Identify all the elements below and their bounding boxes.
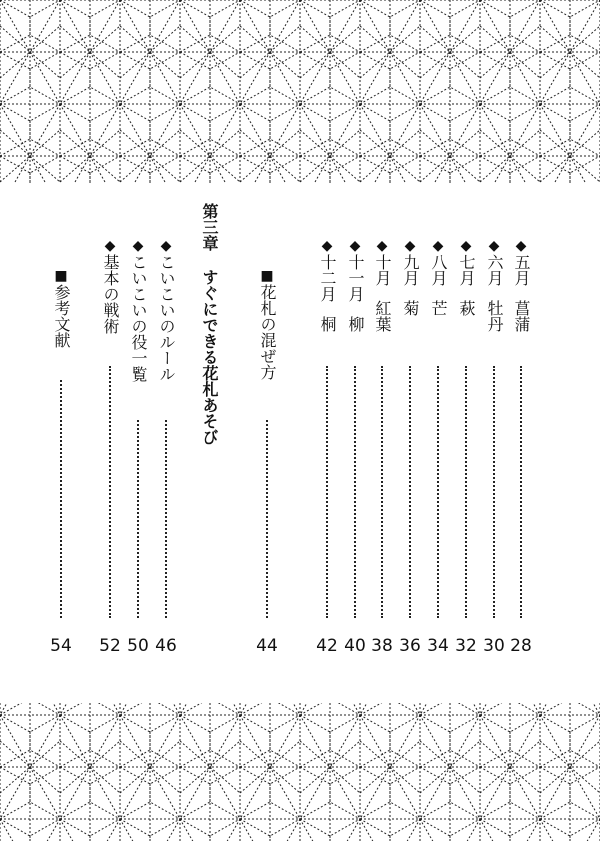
entry-month: 十二月 (318, 254, 337, 302)
diamond-bullet-icon: ◆ (430, 238, 446, 254)
dot-leader (381, 366, 383, 618)
dot-leader (493, 366, 495, 618)
entry-title: こいこいの役一覧 (129, 254, 148, 382)
toc-entry-shuffling[interactable] (256, 268, 278, 380)
chapter-number: 第三章 (200, 203, 219, 251)
toc-entry-june[interactable] (483, 238, 505, 332)
asanoha-pattern-bottom (0, 703, 600, 841)
toc-entry-references[interactable] (50, 268, 72, 348)
diamond-bullet-icon: ◆ (319, 238, 335, 254)
diamond-bullet-icon: ◆ (347, 238, 363, 254)
entry-month: 十一月 (346, 254, 365, 302)
diamond-bullet-icon: ◆ (402, 238, 418, 254)
square-bullet-icon: ■ (259, 268, 275, 284)
entry-month: 六月 (485, 254, 504, 286)
page-number: 52 (99, 636, 121, 656)
entry-name: 菊 (401, 300, 420, 316)
entry-name: 桐 (318, 316, 337, 332)
dot-leader (165, 420, 167, 618)
entry-name: 紅葉 (373, 300, 392, 332)
dot-leader (409, 366, 411, 618)
entry-title: 基本の戦術 (101, 254, 120, 334)
toc-entry-may[interactable] (510, 238, 532, 332)
diamond-bullet-icon: ◆ (374, 238, 390, 254)
diamond-bullet-icon: ◆ (102, 238, 118, 254)
entry-title: 参考文献 (52, 284, 71, 348)
toc-entry-july[interactable] (455, 238, 477, 316)
entry-month: 八月 (429, 254, 448, 286)
toc-entry-koikoi-rules[interactable] (155, 238, 177, 382)
entry-month: 七月 (457, 254, 476, 286)
entry-title: こいこいのルール (157, 254, 176, 382)
entry-name: 萩 (457, 300, 476, 316)
dot-leader (137, 420, 139, 618)
chapter-title: すぐにできる花札あそび (200, 269, 219, 445)
toc-entry-november[interactable] (344, 238, 366, 332)
diamond-bullet-icon: ◆ (458, 238, 474, 254)
entry-name: 柳 (346, 316, 365, 332)
dot-leader (354, 366, 356, 618)
dot-leader (60, 380, 62, 618)
page-number: 28 (510, 636, 532, 656)
page-number: 30 (483, 636, 505, 656)
square-bullet-icon: ■ (53, 268, 69, 284)
diamond-bullet-icon: ◆ (486, 238, 502, 254)
dot-leader (465, 366, 467, 618)
entry-title: 花札の混ぜ方 (258, 284, 277, 380)
page-number: 42 (316, 636, 338, 656)
entry-month: 九月 (401, 254, 420, 286)
page-number: 34 (427, 636, 449, 656)
page-number: 32 (455, 636, 477, 656)
dot-leader (109, 366, 111, 618)
dot-leader (520, 366, 522, 618)
page-number: 40 (344, 636, 366, 656)
diamond-bullet-icon: ◆ (158, 238, 174, 254)
page-number: 44 (256, 636, 278, 656)
page-number: 50 (127, 636, 149, 656)
toc-entry-basic-tactics[interactable] (99, 238, 121, 334)
diamond-bullet-icon: ◆ (130, 238, 146, 254)
page-number: 38 (371, 636, 393, 656)
page-number: 46 (155, 636, 177, 656)
asanoha-pattern-top (0, 0, 600, 183)
chapter-heading (198, 203, 220, 445)
toc-entry-september[interactable] (399, 238, 421, 316)
page-number: 36 (399, 636, 421, 656)
dot-leader (266, 420, 268, 618)
dot-leader (326, 366, 328, 618)
entry-month: 五月 (512, 254, 531, 286)
entry-name: 菖蒲 (512, 300, 531, 332)
toc-entry-october[interactable] (371, 238, 393, 332)
entry-month: 十月 (373, 254, 392, 286)
page-number: 54 (50, 636, 72, 656)
toc-entry-december[interactable] (316, 238, 338, 332)
entry-name: 牡丹 (485, 300, 504, 332)
toc-entry-koikoi-yaku[interactable] (127, 238, 149, 382)
toc-entry-august[interactable] (427, 238, 449, 316)
entry-name: 芒 (429, 300, 448, 316)
dot-leader (437, 366, 439, 618)
diamond-bullet-icon: ◆ (513, 238, 529, 254)
